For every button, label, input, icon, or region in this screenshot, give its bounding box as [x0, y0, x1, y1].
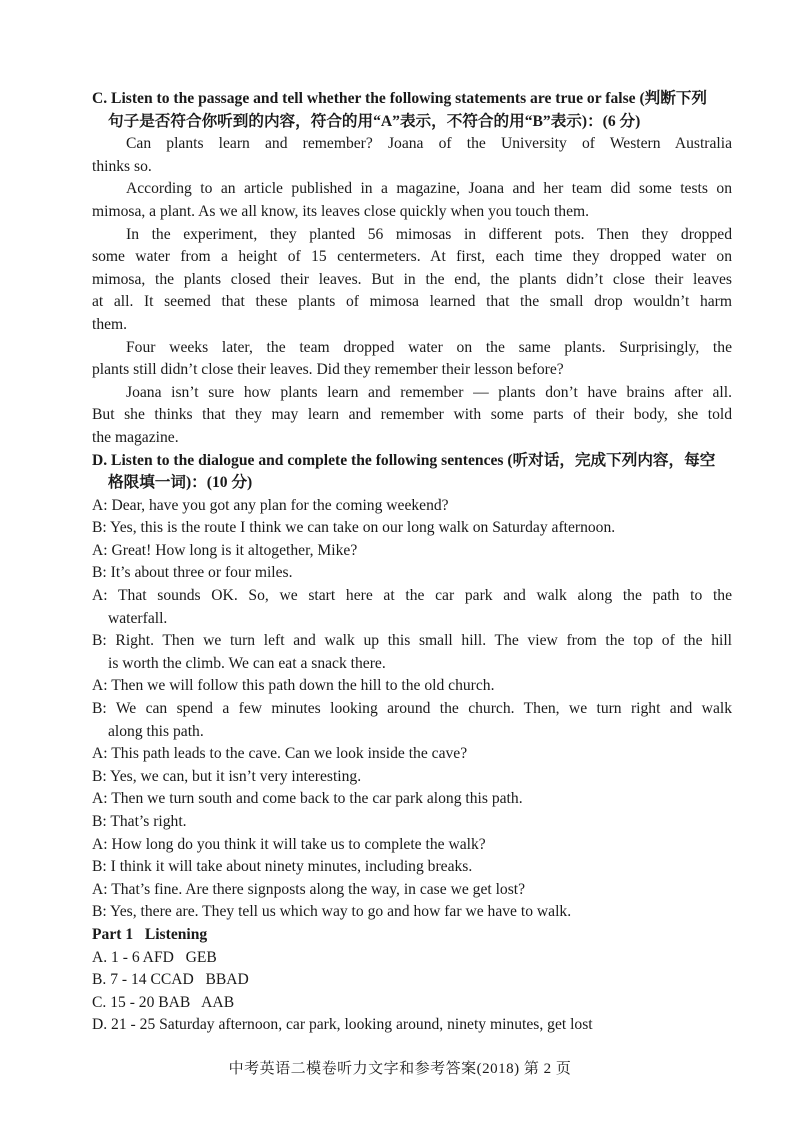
paragraph-line: thinks so.: [92, 157, 152, 175]
answer-line: B. 7 - 14 CCAD BBAD: [92, 971, 249, 989]
document-page: [92, 88, 732, 1037]
paragraph-line: Can plants learn and remember? Joana of the University of Western Australia: [126, 135, 732, 153]
dialogue-line: B: That’s right.: [92, 813, 187, 830]
paragraph-line: some water from a height of 15 centermeters. At first, each time they dropped water on: [92, 248, 732, 266]
dialogue-line: A: Dear, have you got any plan for the coming weekend?: [92, 496, 449, 514]
paragraph-line: plants still didn’t close their leaves. Did they remember their lesson before?: [92, 361, 564, 379]
paragraph-line: mimosa, a plant. As we all know, its leaves close quickly when you touch them.: [92, 202, 590, 220]
dialogue-line: A: Then we will follow this path down the hill to the old church.: [92, 677, 495, 695]
section-d-heading-cont: 格限填一词)：(10 分): [108, 474, 253, 492]
page-footer: 中考英语二模卷听力文字和参考答案(2018) 第 2 页: [228, 1061, 572, 1077]
section-c: [92, 88, 732, 450]
dialogue-line: B: It’s about three or four miles.: [92, 564, 293, 582]
paragraph-line: at all. It seemed that these plants of mimosa learned that the small drop wouldn’t harm: [92, 293, 732, 311]
answer-line: D. 21 - 25 Saturday afternoon, car park, looking around, ninety minutes, get lost: [92, 1016, 593, 1034]
answer-line: C. 15 - 20 BAB AAB: [92, 993, 235, 1011]
dialogue-line: B: Yes, this is the route I think we can take on our long walk on Saturday afternoon.: [92, 519, 616, 537]
paragraph-line: the magazine.: [92, 428, 179, 446]
dialogue-line: waterfall.: [108, 609, 168, 627]
answer-key: [92, 924, 732, 1037]
answer-line: A. 1 - 6 AFD GEB: [92, 948, 217, 966]
dialogue-line: A: That’s fine. Are there signposts along the way, in case we get lost?: [92, 880, 526, 898]
dialogue-line: A: Then we turn south and come back to the car park along this path.: [92, 790, 523, 808]
paragraph-line: Four weeks later, the team dropped water on the same plants. Surprisingly, the: [126, 338, 732, 356]
paragraph-line: mimosa, the plants closed their leaves. But in the end, the plants didn’t close their leaves: [92, 270, 732, 288]
dialogue-line: B: Yes, we can, but it isn’t very interesting.: [92, 767, 362, 785]
dialogue-line: B: I think it will take about ninety minutes, including breaks.: [92, 858, 473, 876]
dialogue-line: A: Great! How long is it altogether, Mike?: [92, 541, 358, 559]
section-c-heading-cont: 句子是否符合你听到的内容，符合的用“A”表示，不符合的用“B”表示)：(6 分): [108, 112, 641, 130]
paragraph-line: In the experiment, they planted 56 mimosas in different pots. Then they dropped: [126, 225, 732, 243]
dialogue-line: B: Right. Then we turn left and walk up this small hill. The view from the top of the hill: [92, 632, 732, 650]
dialogue-line: A: That sounds OK. So, we start here at the car park and walk along the path to the: [92, 587, 732, 605]
dialogue-line: B: Yes, there are. They tell us which way to go and how far we have to walk.: [92, 903, 572, 921]
dialogue-line: is worth the climb. We can eat a snack there.: [108, 654, 386, 672]
section-d-heading: D. Listen to the dialogue and complete the following sentences (听对话，完成下列内容，每空: [92, 451, 716, 469]
paragraph-line: them.: [92, 315, 128, 333]
dialogue-line: B: We can spend a few minutes looking around the church. Then, we turn right and walk: [92, 700, 732, 718]
paragraph-line: Joana isn’t sure how plants learn and remember — plants don’t have brains after all.: [126, 383, 732, 401]
section-c-heading: C. Listen to the passage and tell whether the following statements are true or false (判断下列: [92, 90, 708, 107]
paragraph-line: According to an article published in a magazine, Joana and her team did some tests on: [126, 180, 732, 198]
answer-key-title: Part 1 Listening: [92, 925, 208, 943]
paragraph-line: But she thinks that they may learn and remember with some parts of their body, she told: [92, 406, 732, 424]
dialogue-line: along this path.: [108, 722, 204, 740]
dialogue-line: A: How long do you think it will take us to complete the walk?: [92, 835, 486, 853]
dialogue-line: A: This path leads to the cave. Can we look inside the cave?: [92, 745, 468, 763]
section-d: [92, 450, 732, 924]
